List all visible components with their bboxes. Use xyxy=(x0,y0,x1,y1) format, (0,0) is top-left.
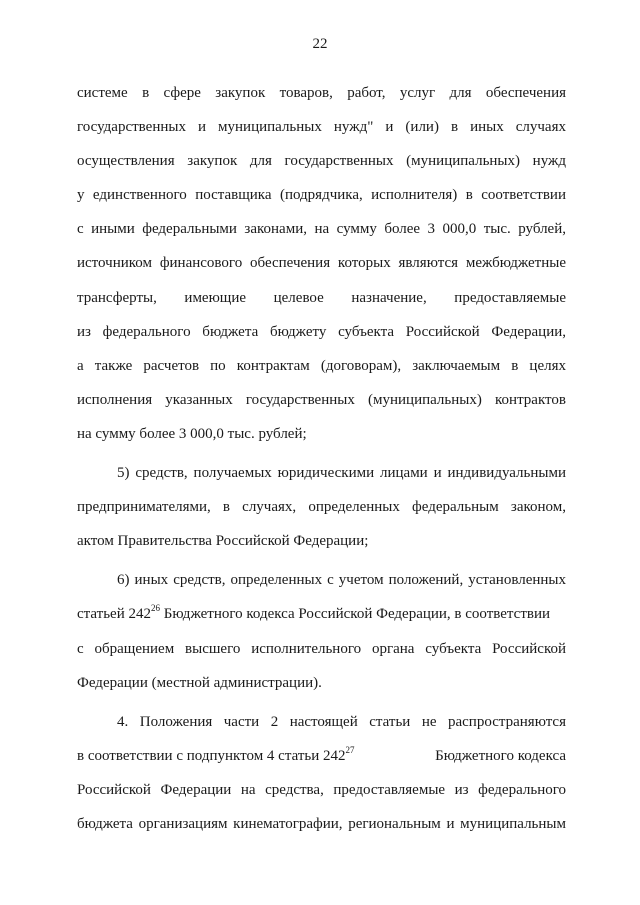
text-line xyxy=(77,739,566,773)
document-body xyxy=(77,76,566,841)
text-line: исполнения указанных государственных (муниципальных) контрактов xyxy=(77,391,566,408)
text-line: из федерального бюджета бюджету субъекта Российской Федерации, xyxy=(77,323,566,340)
text-line: 4. Положения части 2 настоящей статьи не распространяются xyxy=(117,713,566,730)
superscript-article-number: 27 xyxy=(345,744,355,755)
text-fragment: Бюджетного кодекса xyxy=(435,747,566,764)
text-fragment: в соответствии с подпунктом 4 статьи 242 xyxy=(77,747,346,764)
text-line: трансферты, имеющие целевое назначение, предоставляемые xyxy=(77,289,566,306)
text-line: Федерации (местной администрации). xyxy=(77,674,322,691)
text-line: Российской Федерации на средства, предоставляемые из федерального xyxy=(77,781,566,798)
text-fragment: Бюджетного кодекса Российской Федерации, в соответствии xyxy=(160,606,551,623)
text-line xyxy=(77,597,566,631)
text-line: предпринимателями, в случаях, определенных федеральным законом, xyxy=(77,499,566,516)
text-line: источником финансового обеспечения которых являются межбюджетные xyxy=(77,255,566,272)
text-line: с обращением высшего исполнительного органа субъекта Российской xyxy=(77,640,566,657)
text-line: государственных и муниципальных нужд" и (или) в иных случаях xyxy=(77,119,566,136)
text-line: с иными федеральными законами, на сумму более 3 000,0 тыс. рублей, xyxy=(77,221,566,238)
text-line: осуществления закупок для государственных (муниципальных) нужд xyxy=(77,153,566,170)
text-line: бюджета организациям кинематографии, региональным и муниципальным xyxy=(77,815,566,832)
page-number: 22 xyxy=(312,36,328,52)
text-line: на сумму более 3 000,0 тыс. рублей; xyxy=(77,425,307,442)
text-fragment: статьей 242 xyxy=(77,606,151,623)
superscript-article-number: 26 xyxy=(151,603,160,614)
text-line: системе в сфере закупок товаров, работ, услуг для обеспечения xyxy=(77,85,566,101)
text-line: 5) средств, получаемых юридическими лицами и индивидуальными xyxy=(117,465,566,482)
text-line: у единственного поставщика (подрядчика, исполнителя) в соответствии xyxy=(77,187,566,204)
text-line: 6) иных средств, определенных с учетом положений, установленных xyxy=(117,572,566,589)
paragraph-item-6 xyxy=(77,563,566,699)
text-line: актом Правительства Российской Федерации; xyxy=(77,533,369,550)
text-line: а также расчетов по контрактам (договорам), заключаемым в целях xyxy=(77,357,566,374)
paragraph-item-5 xyxy=(77,456,566,558)
paragraph-part-4 xyxy=(77,705,566,841)
text-fragment xyxy=(77,739,355,773)
paragraph-continuation xyxy=(77,76,566,451)
